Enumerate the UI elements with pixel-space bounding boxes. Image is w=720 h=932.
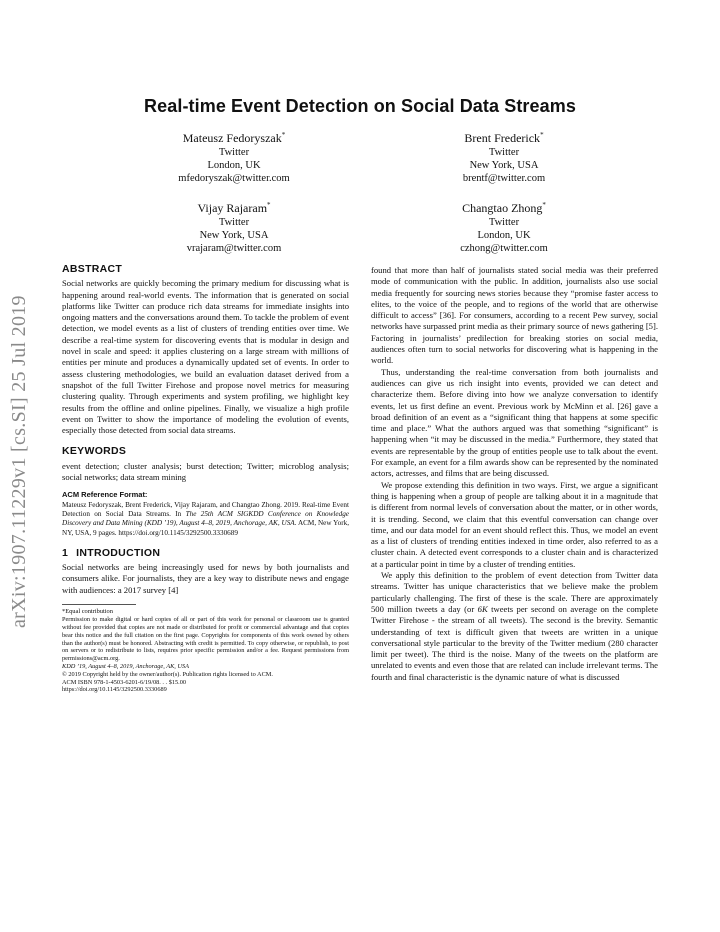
permission-notice: Permission to make digital or hard copies of all or part of this work for personal or classroom use is granted without fee provided that copies are not made or distributed for profit or commercial advantage and that copies bear this notice and the full citation on the first page. Copyrights for components of this work owned by others than the author(s) must be honored. Abstracting with credit is permitted. To copy otherwise, or republish, to post on servers or to redistribute to lists, requires prior specific permission and/or a fee. Request permissions from permissions@acm.org. [62, 616, 349, 663]
author-location: New York, USA [199, 230, 269, 241]
doi-link[interactable]: https://doi.org/10.1145/3292500.3330689 [62, 686, 167, 694]
author-org: Twitter [218, 217, 250, 228]
author-name: Vijay Rajaram [197, 201, 268, 215]
author-block-2 [374, 128, 634, 185]
conference-line: KDD ’19, August 4–8, 2019, Anchorage, AK, USA [62, 663, 189, 670]
author-org: Twitter [488, 217, 520, 228]
author-org: Twitter [488, 147, 520, 158]
arxiv-stamp: arXiv:1907.11229v1 [cs.SI] 25 Jul 2019 [8, 295, 30, 629]
equal-contribution-mark: * [281, 131, 286, 139]
equal-contribution-mark: * [542, 201, 546, 209]
author-block-1 [104, 128, 364, 185]
keywords-heading: KEYWORDS [62, 445, 127, 458]
author-org: Twitter [218, 147, 250, 158]
copyright-line: © 2019 Copyright held by the owner/author(s). Publication rights licensed to ACM. [62, 670, 273, 678]
author-block-4 [374, 198, 634, 255]
author-name: Changtao Zhong [462, 201, 543, 215]
author-email: mfedoryszak@twitter.com [178, 173, 290, 184]
acm-reference-text: Mateusz Fedoryszak, Brent Frederick, Vijay Rajaram, and Changtao Zhong. 2019. Real-time Event Detection on Social Data Streams. In The 25th ACM SIGKDD Conference on Knowledge Discovery and Data Mining (KDD ’19), August 4–8, 2019, Anchorage, AK, USA. ACM, New York, NY, USA, 9 pages. https://doi.org/10.1145/3292500.3330689 [62, 500, 349, 537]
intro-paragraph: Thus, understanding the real-time conversation from both journalists and audiences can give us rich insight into events, provided we can detect and characterize them. Before diving into how we analyze conversation to identify events, let us first define an event. Previous work by McMinn et al. [26] gave a broad definition of an event as a “significant thing that happens at some specific time and place.” What the authors argued was that something “significant” is happening when “it may be discussed in the media.” Furthermore, they stated that events are representable by the group of entities people use to talk about the event. For example, an event for a film awards show can be represented by the nominated actors, actresses, and films that are being discussed. [371, 366, 658, 479]
intro-paragraph: found that more than half of journalists stated social media was their preferred mode of communication with the public. In addition, journalists also use social media frequently for sourcing news stories because they “promise faster access to elites, to the voice of the people, and to regions of the world that are otherwise difficult to access” [36]. For consumers, according to a recent Pew survey, social networks have surpassed print media as their primary source of news gathering [5]. Factoring in journalists’ predilection for breaking stories on social media, audiences often turn to social networks for discovering what is happening in the world. [371, 265, 658, 366]
abstract-heading: ABSTRACT [62, 263, 123, 275]
equal-contribution-mark: * [540, 131, 544, 139]
introduction-heading [62, 548, 349, 559]
intro-paragraph: We apply this definition to the problem of event detection from Twitter data streams. Twitter has unique characteristics that we believe make the problem particularly challenging. The first of these is the scale. There are approximately 500 million tweets a day (or 6K tweets per second on average on the complete Twitter Firehose - the stream of all tweets). The second is the brevity. Semantic understanding of text is difficult given that tweets are written in a unique conversational style particular to the brevity of the Twitter medium (280 character limit per tweet). The third is the noise. Many of the tweets on the platform are unrelated to events and even those that are related can include irrelevant terms. The fourth and final characteristic is the dynamic nature of what is discussed [371, 570, 659, 682]
left-column [62, 264, 349, 694]
author-location: New York, USA [469, 160, 539, 171]
author-email: vrajaram@twitter.com [186, 243, 282, 254]
intro-paragraph: We propose extending this definition in two ways. First, we argue a significant thing is happening when a group of people are talking about it in a magnitude that is different from normal levels of conversation about the matter, or in other words, it is trending. Second, we claim that this eventful conversation can change over time, and our data model for an event should reflect this. Thus, we model an event as a list of clusters of trending entities indexed in time order, also referred to as a cluster chain. A detected event corresponds to a cluster chain and is characterized at a particular point in time by a cluster of trending entities. [371, 479, 658, 569]
isbn-line: ACM ISBN 978-1-4503-6201-6/19/08. . . $15.00 [62, 678, 187, 686]
author-block-3 [104, 198, 364, 255]
author-location: London, UK [207, 160, 261, 171]
abstract-text: Social networks are quickly becoming the primary medium for discussing what is happening around real-world events. The information that is generated on social platforms like Twitter can produce rich data streams for immediate insights into ongoing matters and the conversations around them. To tackle the problem of event detection, we model events as a list of clusters of trending entities over time. We describe a real-time system for discovering events that is modular in design and novel in scale and speed: it applies clustering on a large stream with millions of entities per minute and produces a dynamically updated set of events. In order to assess clustering methodologies, we build an evaluation dataset derived from a snapshot of the full Twitter Firehose and propose novel metrics for measuring clustering quality. Through experiments and system profiling, we highlight key results from the offline and online pipelines. Finally, we visualize a high profile event on Twitter to show the importance of modeling the evolution of events, especially those detected from social data streams. [62, 278, 349, 436]
section-title: INTRODUCTION [76, 546, 161, 559]
author-name: Mateusz Fedoryszak [182, 131, 282, 145]
paper-title: Real-time Event Detection on Social Data Streams [144, 96, 576, 116]
intro-paragraph: Social networks are being increasingly used for news by both journalists and consumers alike. For journalists, they are a key way to distribute news and engage with audiences: a 2017 survey [4] [62, 562, 349, 595]
author-location: London, UK [477, 230, 531, 241]
section-number: 1 [62, 546, 69, 559]
author-email: brentf@twitter.com [462, 173, 546, 184]
author-email: czhong@twitter.com [460, 243, 548, 254]
equal-contribution-mark: * [267, 201, 271, 209]
footnote-rule [62, 604, 136, 605]
author-name: Brent Frederick [464, 131, 541, 145]
acm-reference-heading: ACM Reference Format: [62, 490, 148, 500]
equal-contribution-footnote: *Equal contribution [62, 608, 113, 616]
right-column [371, 265, 658, 683]
keywords-text: event detection; cluster analysis; burst detection; Twitter; microblog analysis; social networks; data stream mining [62, 460, 349, 483]
